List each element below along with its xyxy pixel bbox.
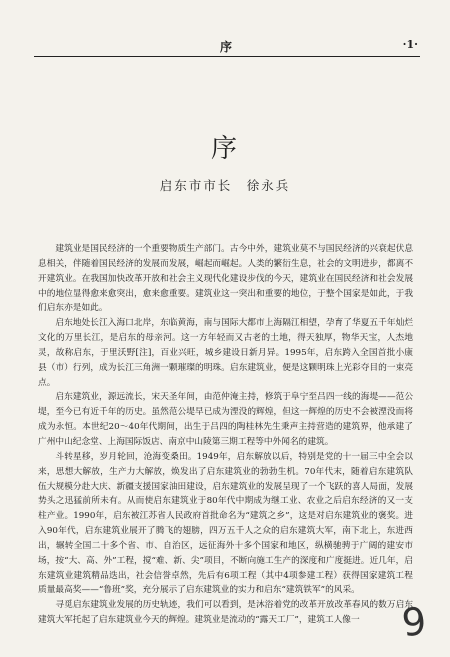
chapter-title: 序: [210, 134, 239, 164]
handwritten-page-mark: 9: [399, 598, 429, 646]
paragraph: 启东地处长江入海口北岸，东临黄海，南与国际大都市上海隔江相望，孕育了华夏五千年灿烂文化的万里长江，是启东的母亲河。这一方年轻而又古老的土地，得天独厚，物华天宝，人杰地灵，故称启东，于里沃野[注]，百业兴旺，城乡建设日新月异。1995年，启东跨入全国首批小康县（市）行列，成为长江三角洲一颗璀璨的明珠。启东建筑业，便是这颗明珠上光彩夺目的一束亮点。: [38, 318, 413, 388]
paragraph: 寻觅启东建筑业发展的历史轨迹，我们可以看到，是沐浴着党的改革开放改革春风的数万启东建筑大军托起了启东建筑业今天的辉煌。建筑业是流动的“露天工厂”，建筑工人像一: [38, 600, 413, 626]
page-number: ·1·: [402, 38, 418, 51]
running-header: [34, 38, 420, 57]
running-title: 序: [219, 40, 234, 54]
paragraph: 启东建筑业，源远流长，宋天圣年间，由范仲淹主持，修筑于阜宁至吕四一线的海堤——范公堤，至今已有近千年的历史。虽然范公堤早已成为湮没的辉煌，但这一辉煌的历史不会被湮没而将成为永恒。本世纪20～40年代期间，出生于吕四的陶桂林先生秉声主持营造的建筑界，他承建了广州中山纪念堂、上海国际饭店、南京中山陵第三期工程等中外闻名的建筑。: [38, 392, 413, 447]
paragraph: 建筑业是国民经济的一个重要物质生产部门。古今中外，建筑业莫不与国民经济的兴衰起伏息息相关，伴随着国民经济的发展而发展，崛起而崛起。人类的繁衍生息，社会的文明进步，都离不开建筑业。在我国加快改革开放和社会主义现代化建设步伐的今天，建筑业在国民经济和社会发展中的地位显得愈来愈突出，愈来愈重要。建筑业这一突出和重要的地位，于整个国家是如此，于我们启东亦是如此。: [38, 244, 413, 314]
author-line: 启东市市长 徐永兵: [159, 178, 291, 193]
body-text: [38, 242, 413, 628]
paragraph: 斗转星移，岁月轮回，沧海变桑田。1949年，启东解放以后，特别是党的十一届三中全会以来，思想大解放，生产力大解放，焕发出了启东建筑业的勃勃生机。70年代末，随着启东建筑队伍大规模分赴大庆、新疆支援国家油田建设，启东建筑业的发展呈现了一个飞跃的喜人局面，发展势头之迅猛前所未有。从而使启东建筑业于80年代中期成为继工业、农业之后启东经济的又一支柱产业。1990年，启东被江苏省人民政府首批命名为“建筑之乡”，这是对启东建筑业的褒奖。进入90年代，启东建筑业展开了腾飞的翅膀，四万五千人之众的启东建筑大军，南下北上，东进西出，辗转全国二十多个省、市、自治区，远征海外十多个国家和地区，纵横驰骋于广阔的建安市场，按“大、高、外”工程，搅“难、新、尖”项目，不断向施工生产的深度和广度挺进。近几年，启东建筑业建筑精品迭出，社会信誉卓然，先后有6项工程（其中4项参建工程）获得国家建筑工程质量最高奖——“鲁班”奖，充分展示了启东建筑业的实力和启东“建筑铁军”的风采。: [38, 451, 413, 596]
